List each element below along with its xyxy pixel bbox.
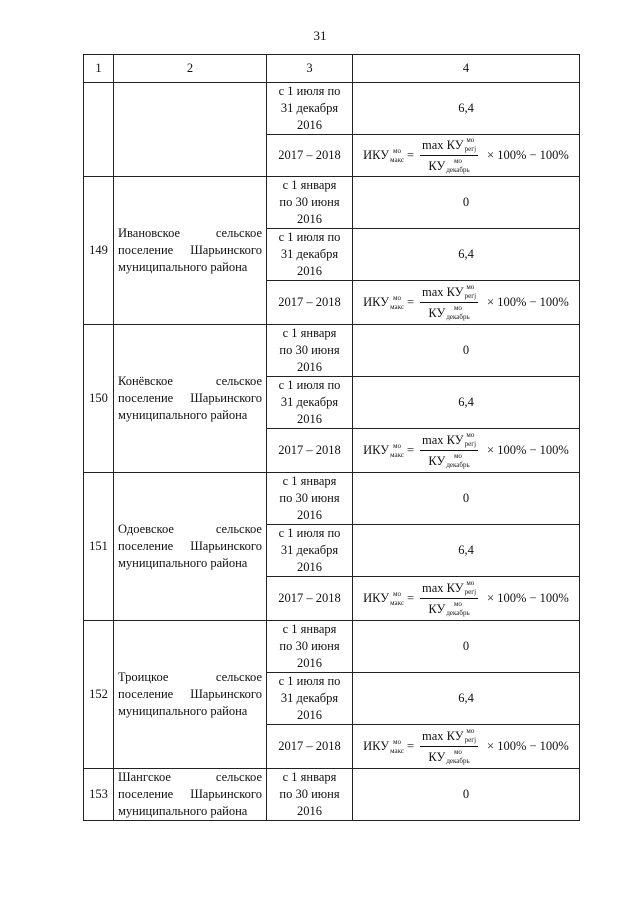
- number-cell: 153: [84, 769, 114, 821]
- value-cell: 0: [353, 769, 580, 821]
- header-col-1: 1: [84, 55, 114, 83]
- value-cell: 6,4: [353, 673, 580, 725]
- period-cell: с 1 января по 30 июня 2016: [267, 177, 353, 229]
- tariff-table: [83, 54, 580, 821]
- name-cell: Шангское сельское поселение Шарьинского муниципального района: [114, 769, 267, 821]
- period-cell: 2017 – 2018: [267, 281, 353, 325]
- period-cell: с 1 июля по 31 декабря 2016: [267, 229, 353, 281]
- formula: ИКУ мо макс = max КУ мо регj КУ мо декабрь × 100% − 100%: [363, 283, 569, 321]
- table-row: [84, 325, 580, 377]
- period-cell: с 1 июля по 31 декабря 2016: [267, 83, 353, 135]
- name-cell: Одоевское сельское поселение Шарьинского муниципального района: [114, 473, 267, 621]
- formula-cell: [353, 429, 580, 473]
- formula-cell: [353, 281, 580, 325]
- table-row: [84, 177, 580, 229]
- number-cell: 152: [84, 621, 114, 769]
- formula-cell: [353, 725, 580, 769]
- formula: ИКУ мо макс = max КУ мо регj КУ мо декабрь × 100% − 100%: [363, 431, 569, 469]
- period-cell: с 1 января по 30 июня 2016: [267, 473, 353, 525]
- table-row: [84, 473, 580, 525]
- period-cell: 2017 – 2018: [267, 135, 353, 177]
- header-col-4: 4: [353, 55, 580, 83]
- period-cell: 2017 – 2018: [267, 577, 353, 621]
- period-cell: 2017 – 2018: [267, 725, 353, 769]
- value-cell: 6,4: [353, 377, 580, 429]
- value-cell: 0: [353, 621, 580, 673]
- number-cell: 151: [84, 473, 114, 621]
- table-row: [84, 769, 580, 821]
- name-cell: Ивановское сельское поселение Шарьинского муниципального района: [114, 177, 267, 325]
- value-cell: 6,4: [353, 83, 580, 135]
- value-cell: 6,4: [353, 525, 580, 577]
- value-cell: 0: [353, 473, 580, 525]
- number-cell: 150: [84, 325, 114, 473]
- period-cell: с 1 июля по 31 декабря 2016: [267, 377, 353, 429]
- period-cell: с 1 января по 30 июня 2016: [267, 325, 353, 377]
- table-row: [84, 621, 580, 673]
- name-cell: Конёвское сельское поселение Шарьинского муниципального района: [114, 325, 267, 473]
- header-col-2: 2: [114, 55, 267, 83]
- page-number: 31: [313, 28, 327, 43]
- number-cell: 149: [84, 177, 114, 325]
- formula: ИКУ мо макс = max КУ мо регj КУ мо декабрь × 100% − 100%: [363, 727, 569, 765]
- period-cell: 2017 – 2018: [267, 429, 353, 473]
- header-row: [84, 55, 580, 83]
- period-cell: с 1 января по 30 июня 2016: [267, 769, 353, 821]
- period-cell: с 1 января по 30 июня 2016: [267, 621, 353, 673]
- table-row: [84, 83, 580, 135]
- period-cell: с 1 июля по 31 декабря 2016: [267, 673, 353, 725]
- formula: ИКУ мо макс = max КУ мо регj КУ мо декабрь × 100% − 100%: [363, 579, 569, 617]
- formula-cell: [353, 577, 580, 621]
- number-cell: [84, 83, 114, 177]
- name-cell: Троицкое сельское поселение Шарьинского муниципального района: [114, 621, 267, 769]
- value-cell: 0: [353, 325, 580, 377]
- period-cell: с 1 июля по 31 декабря 2016: [267, 525, 353, 577]
- header-col-3: 3: [267, 55, 353, 83]
- formula: ИКУ мо макс = max КУ мо регj КУ мо декабрь × 100% − 100%: [363, 136, 569, 174]
- name-cell: [114, 83, 267, 177]
- formula-cell: [353, 135, 580, 177]
- value-cell: 0: [353, 177, 580, 229]
- value-cell: 6,4: [353, 229, 580, 281]
